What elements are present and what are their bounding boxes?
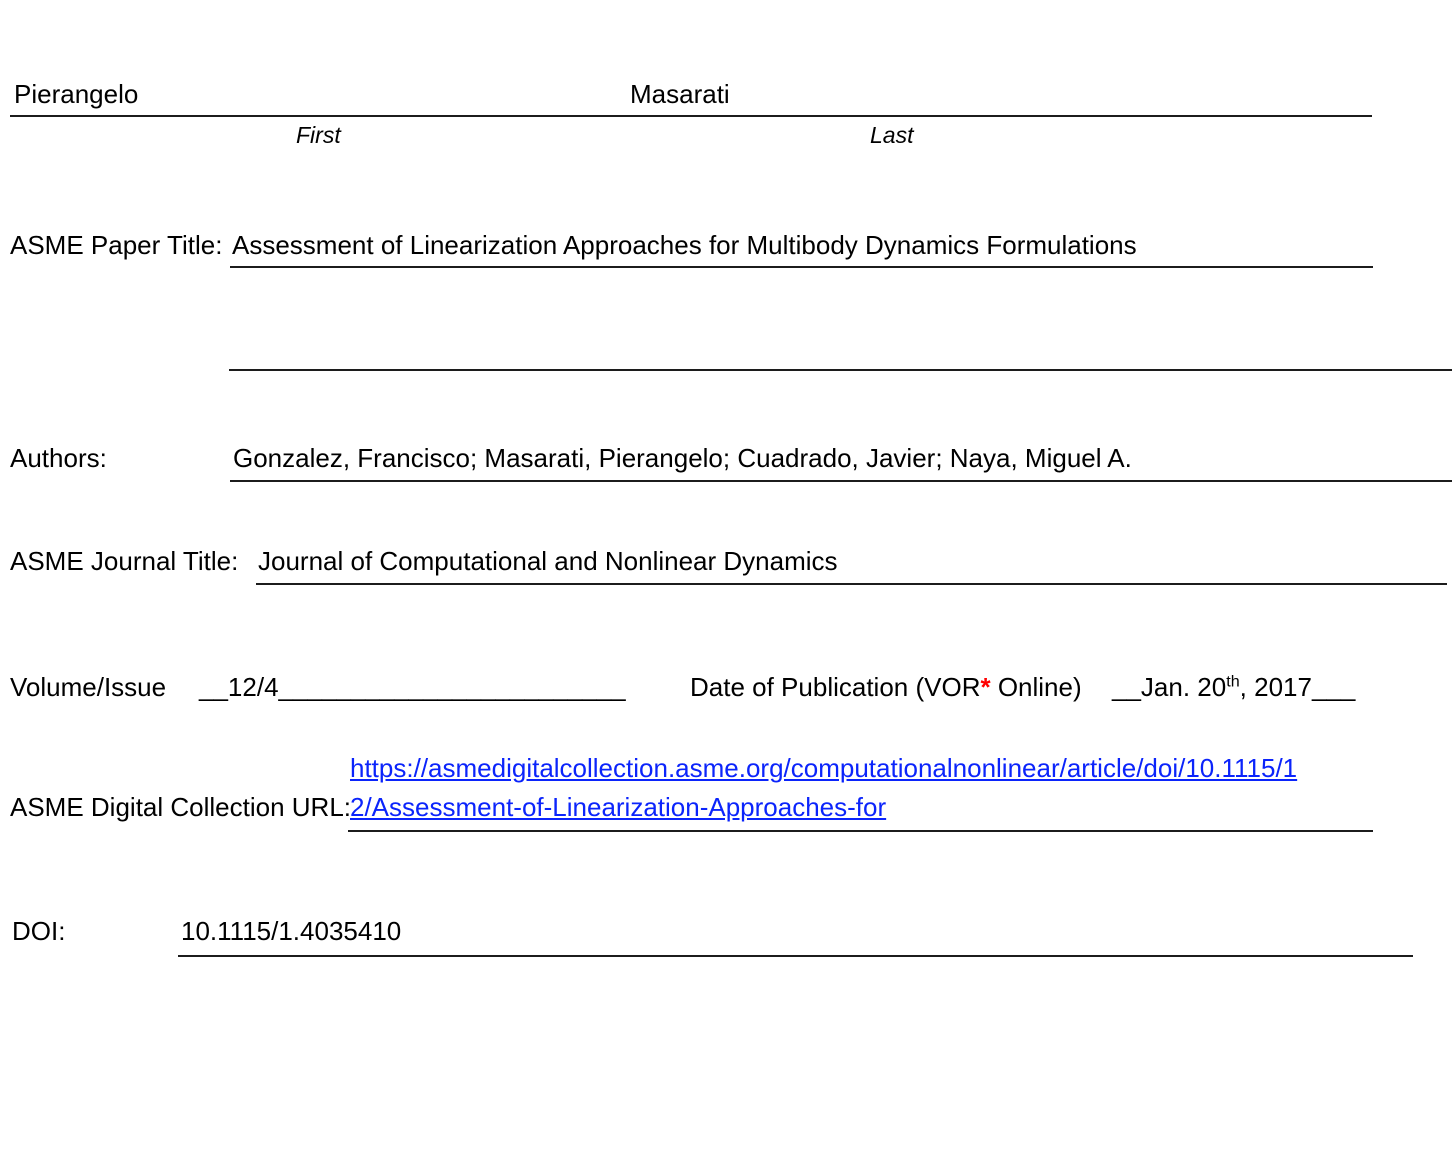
doi-underline <box>178 955 1413 957</box>
paper-title-label: ASME Paper Title: <box>10 230 223 260</box>
digital-collection-url-underline <box>348 830 1373 832</box>
volume-issue-value: __12/4________________________ <box>199 672 626 702</box>
paper-title-value: Assessment of Linearization Approaches for Multibody Dynamics Formulations <box>232 230 1137 260</box>
journal-title-label: ASME Journal Title: <box>10 546 239 576</box>
last-name-value: Masarati <box>630 79 730 109</box>
digital-collection-url-label: ASME Digital Collection URL: <box>10 792 352 822</box>
vor-asterisk: * <box>980 672 991 702</box>
publication-date-value-suffix: , 2017___ <box>1239 672 1356 702</box>
doi-value: 10.1115/1.4035410 <box>181 916 402 946</box>
doi-label: DOI: <box>12 916 66 946</box>
journal-title-underline <box>256 583 1447 585</box>
digital-collection-url-line1[interactable]: https://asmedigitalcollection.asme.org/computationalnonlinear/article/doi/10.1115/1 <box>350 753 1298 783</box>
publication-date-label-prefix: Date of Publication (VOR <box>690 672 981 702</box>
publication-date-ordinal-suffix: th <box>1226 672 1240 691</box>
journal-title-value: Journal of Computational and Nonlinear Dynamics <box>258 546 838 576</box>
publication-date-label-suffix: Online) <box>990 672 1082 702</box>
publication-date-label <box>690 672 1082 703</box>
authors-underline <box>230 480 1452 482</box>
last-name-label: Last <box>870 122 914 148</box>
authors-label: Authors: <box>10 443 107 473</box>
paper-title-continuation-underline <box>229 369 1452 371</box>
name-field-underline <box>10 115 1372 117</box>
digital-collection-url-line2[interactable]: 2/Assessment-of-Linearization-Approaches-for <box>350 792 887 822</box>
first-name-label: First <box>296 122 341 148</box>
volume-issue-label: Volume/Issue <box>10 672 167 702</box>
first-name-value: Pierangelo <box>14 79 139 109</box>
authors-value: Gonzalez, Francisco; Masarati, Pierangelo; Cuadrado, Javier; Naya, Miguel A. <box>233 443 1132 473</box>
paper-title-underline <box>230 266 1373 268</box>
publication-date-value-prefix: __Jan. 20 <box>1112 672 1227 702</box>
publication-date-value <box>1112 672 1355 703</box>
